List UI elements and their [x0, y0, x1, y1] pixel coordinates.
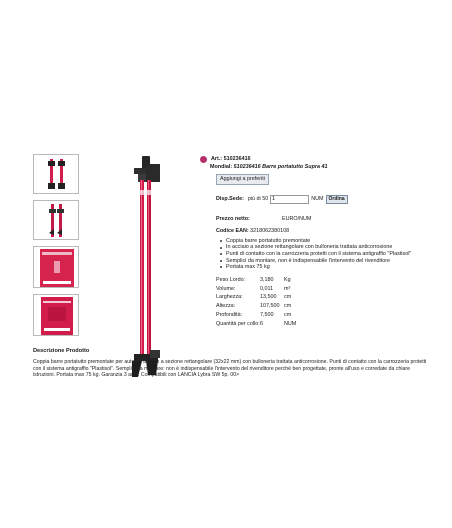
product-thumbnail-1[interactable]	[33, 154, 79, 194]
spec-value: 7,500	[260, 311, 274, 318]
description-title: Descrizione Prodotto	[33, 348, 90, 354]
spec-key: Peso Lordo:	[216, 276, 246, 283]
spec-unit: cm	[284, 303, 292, 310]
product-thumbnail-3[interactable]	[33, 246, 79, 288]
feature-item: Punti di contatto con la carrozzeria protetti con il sistema antigraffio "Plastisol"	[220, 251, 452, 258]
spec-key: Profondità:	[216, 311, 243, 318]
spec-unit: m³	[284, 285, 291, 292]
article-code: 510236416	[223, 156, 251, 163]
quantity-unit: NUM	[311, 195, 324, 202]
packaging-icon	[34, 295, 79, 336]
model-label: Mondial:	[210, 164, 233, 170]
spec-key: Altezza:	[216, 303, 236, 310]
feature-item: In acciaio a sezione rettangolare con bulloneria trattata anticorrosione	[220, 244, 452, 251]
spec-key: Quantità per collo:	[216, 320, 260, 327]
feature-item: Semplici da montare, non è indispensabile l'intervento del rivenditore	[220, 258, 452, 265]
product-thumbnail-2[interactable]	[33, 200, 79, 240]
specs-table	[216, 276, 296, 329]
spec-row	[216, 302, 296, 311]
main-product-image[interactable]	[120, 154, 170, 379]
spec-unit: NUM	[284, 320, 297, 327]
ean-label: Codice EAN:	[216, 228, 249, 235]
article-line	[196, 156, 452, 163]
spec-value: 0,011	[260, 285, 274, 292]
quantity-input[interactable]	[270, 195, 309, 204]
availability-row	[216, 195, 452, 204]
roof-bar-icon	[34, 155, 79, 194]
spec-row	[216, 311, 296, 320]
availability-value: più di 50	[247, 195, 269, 202]
spec-key: Volume:	[216, 285, 236, 292]
feature-item: Portata max 75 kg	[220, 264, 452, 271]
description-text: Coppia barre portatutto premontate per auto. In acciaio a sezione rettangolare (32x22 mm) con bulloneria trattata anticorrosione. Punti di contatto con la carrozzeria protetti con il sistema antigraffio "Plastisol". Semplici da montare: non è indispensabile l'intervento del rivenditore perché ben progettate, pronte all'uso e corredate da chiare istruzioni. Portata max 75 kg. Garanzia 3 anni. Compatibili con LANCIA Lybra SW 5p. 00>	[33, 359, 427, 379]
spec-row	[216, 320, 296, 329]
bullet-dot-icon	[200, 156, 207, 163]
spec-value: 13,500	[260, 294, 277, 301]
add-to-favorites-button[interactable]: Aggiungi a preferiti	[216, 174, 269, 185]
spec-row	[216, 285, 296, 294]
spec-value: 3,180	[260, 276, 274, 283]
article-label: Art.:	[211, 156, 223, 163]
thumbnail-list	[33, 154, 85, 342]
spec-value: 6	[260, 320, 263, 327]
price-label: Prezzo netto:	[216, 215, 250, 222]
roof-bar-icon	[34, 201, 79, 240]
spec-unit: cm	[284, 294, 292, 301]
ean-value: 3218062380108	[250, 228, 290, 235]
spec-unit: cm	[284, 311, 292, 318]
model-line	[210, 164, 452, 171]
model-value: 510236416 Barre portatutto Supra 41	[233, 164, 328, 170]
availability-label: Disp.Sede:	[216, 195, 244, 202]
spec-unit: Kg	[284, 276, 291, 283]
packaging-icon	[34, 247, 79, 288]
roof-bar-icon	[120, 154, 170, 379]
feature-list	[220, 238, 452, 271]
ean-row	[216, 228, 452, 235]
spec-value: 107,500	[260, 303, 280, 310]
price-row	[216, 216, 452, 223]
spec-row	[216, 293, 296, 302]
price-value: EURO/NUM	[282, 215, 312, 222]
feature-item: Coppia barre portatutto premontate	[220, 238, 452, 245]
order-button[interactable]: Ordina	[326, 195, 348, 204]
spec-row	[216, 276, 296, 285]
product-info-panel	[196, 156, 452, 329]
spec-key: Larghezza:	[216, 294, 243, 301]
product-thumbnail-4[interactable]	[33, 294, 79, 336]
